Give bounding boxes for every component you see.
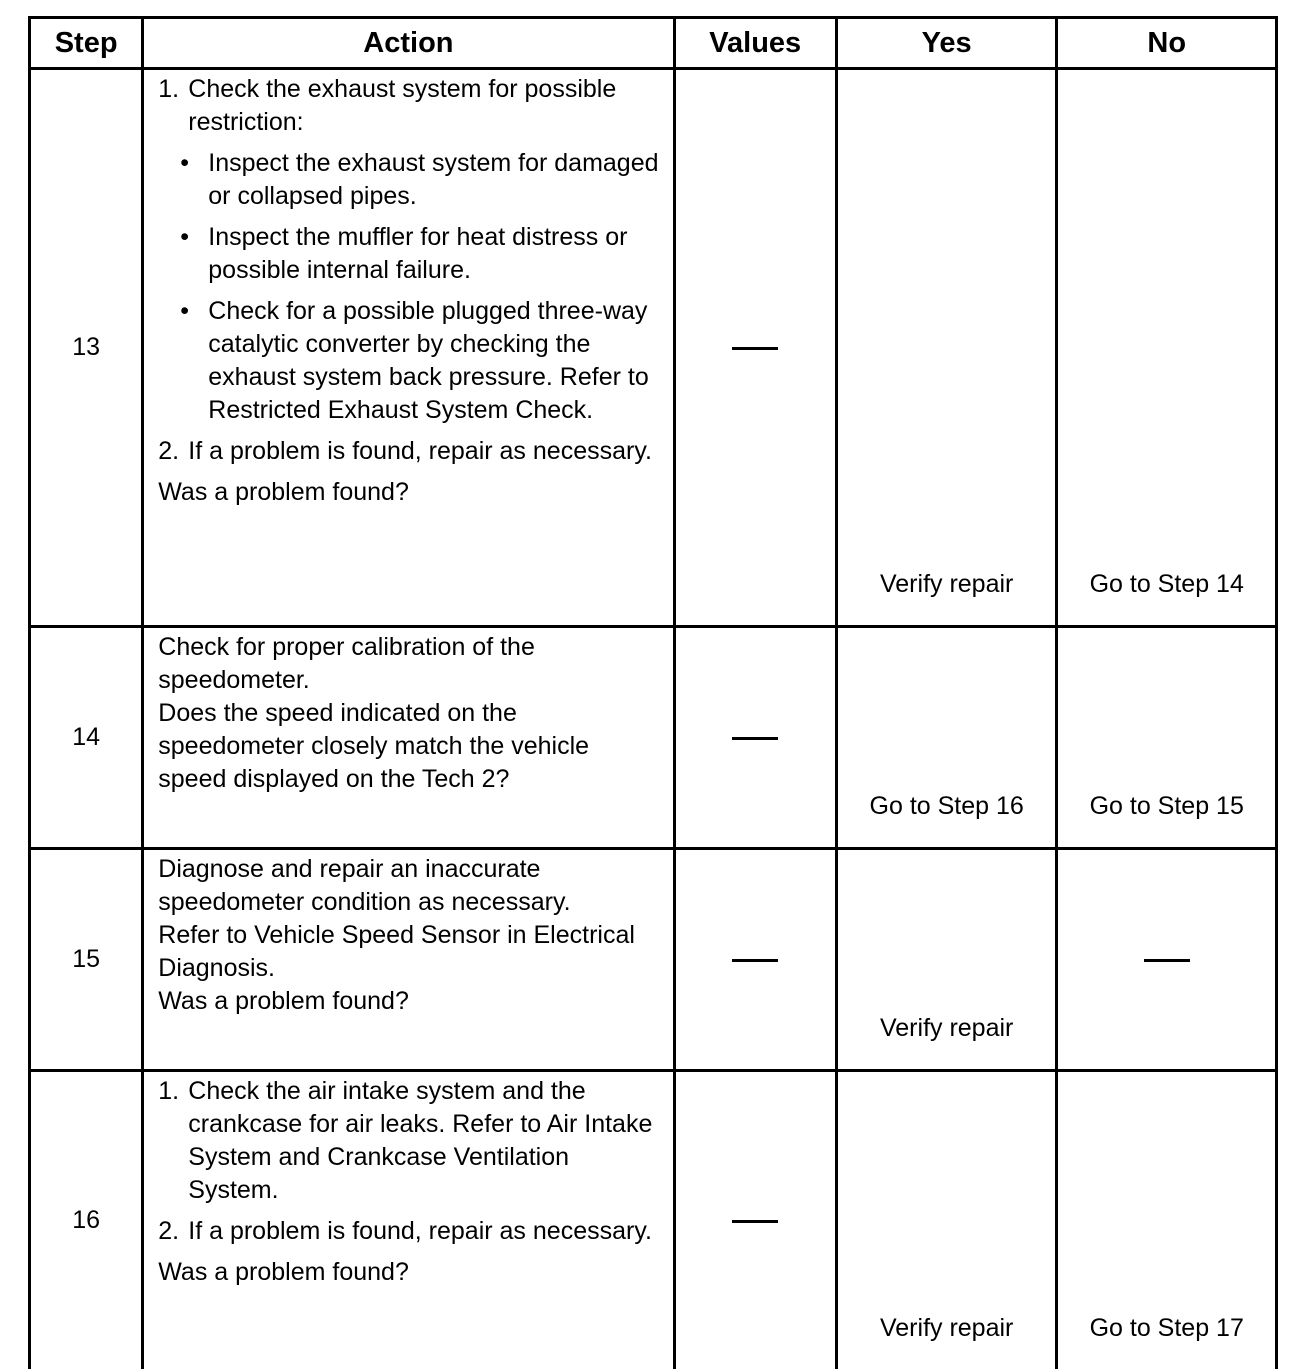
- sub-item-text: Inspect the muffler for heat distress or possible internal failure.: [208, 221, 658, 287]
- step-number: 16: [30, 1071, 143, 1369]
- values-cell: [674, 627, 836, 849]
- table-row-step-14: [30, 627, 1277, 849]
- header-yes: Yes: [836, 18, 1057, 69]
- action-question: Was a problem found?: [158, 985, 658, 1018]
- yes-cell: Verify repair: [836, 849, 1057, 1071]
- step-number: 13: [30, 69, 143, 627]
- diagnostic-document: [28, 16, 1278, 1369]
- no-cell: Go to Step 17: [1057, 1071, 1277, 1369]
- item-number: 2.: [158, 435, 188, 468]
- header-step: Step: [30, 18, 143, 69]
- action-item: [158, 1075, 658, 1207]
- step-number: 15: [30, 849, 143, 1071]
- table-row-step-15: [30, 849, 1277, 1071]
- item-text: If a problem is found, repair as necessary.: [188, 435, 658, 468]
- sub-item: [176, 221, 658, 287]
- action-cell: [143, 849, 674, 1071]
- dash-mark: [732, 347, 778, 350]
- action-question: Was a problem found?: [158, 476, 658, 509]
- action-cell: [143, 69, 674, 627]
- yes-cell: Verify repair: [836, 1071, 1057, 1369]
- no-cell: Go to Step 15: [1057, 627, 1277, 849]
- values-cell: [674, 849, 836, 1071]
- sub-item-text: Check for a possible plugged three-way catalytic converter by checking the exhaust system back pressure. Refer to Restricted Exhaust System Check.: [208, 295, 658, 427]
- dash-mark: [732, 737, 778, 740]
- yes-cell: Verify repair: [836, 69, 1057, 627]
- item-number: 2.: [158, 1215, 188, 1248]
- action-cell: [143, 627, 674, 849]
- table-row-step-13: [30, 69, 1277, 627]
- action-item: [158, 1215, 658, 1248]
- dash-mark: [732, 959, 778, 962]
- item-number: 1.: [158, 73, 188, 139]
- action-line: Diagnose and repair an inaccurate speedometer condition as necessary.: [158, 853, 658, 919]
- dash-mark: [1144, 959, 1190, 962]
- values-cell: [674, 69, 836, 627]
- sub-item: [176, 147, 658, 213]
- dash-mark: [732, 1220, 778, 1223]
- action-item: [158, 435, 658, 468]
- no-cell: [1057, 849, 1277, 1071]
- sub-item: [176, 295, 658, 427]
- bullet-icon: •: [176, 221, 208, 287]
- step-number: 14: [30, 627, 143, 849]
- bullet-icon: •: [176, 147, 208, 213]
- item-text: Check the air intake system and the crankcase for air leaks. Refer to Air Intake System and Crankcase Ventilation System.: [188, 1075, 658, 1207]
- header-no: No: [1057, 18, 1277, 69]
- action-question: Does the speed indicated on the speedometer closely match the vehicle speed displayed on the Tech 2?: [158, 697, 658, 796]
- action-question: Was a problem found?: [158, 1256, 658, 1289]
- action-item: [158, 73, 658, 139]
- yes-cell: Go to Step 16: [836, 627, 1057, 849]
- no-cell: Go to Step 14: [1057, 69, 1277, 627]
- item-text: If a problem is found, repair as necessary.: [188, 1215, 658, 1248]
- values-cell: [674, 1071, 836, 1369]
- action-cell: [143, 1071, 674, 1369]
- item-text: Check the exhaust system for possible restriction:: [188, 73, 658, 139]
- action-line: Refer to Vehicle Speed Sensor in Electrical Diagnosis.: [158, 919, 658, 985]
- sub-item-text: Inspect the exhaust system for damaged or collapsed pipes.: [208, 147, 658, 213]
- header-action: Action: [143, 18, 674, 69]
- diagnostic-table: [28, 16, 1278, 1369]
- header-values: Values: [674, 18, 836, 69]
- action-line: Check for proper calibration of the speedometer.: [158, 631, 658, 697]
- table-header-row: [30, 18, 1277, 69]
- table-row-step-16: [30, 1071, 1277, 1369]
- bullet-icon: •: [176, 295, 208, 427]
- item-number: 1.: [158, 1075, 188, 1207]
